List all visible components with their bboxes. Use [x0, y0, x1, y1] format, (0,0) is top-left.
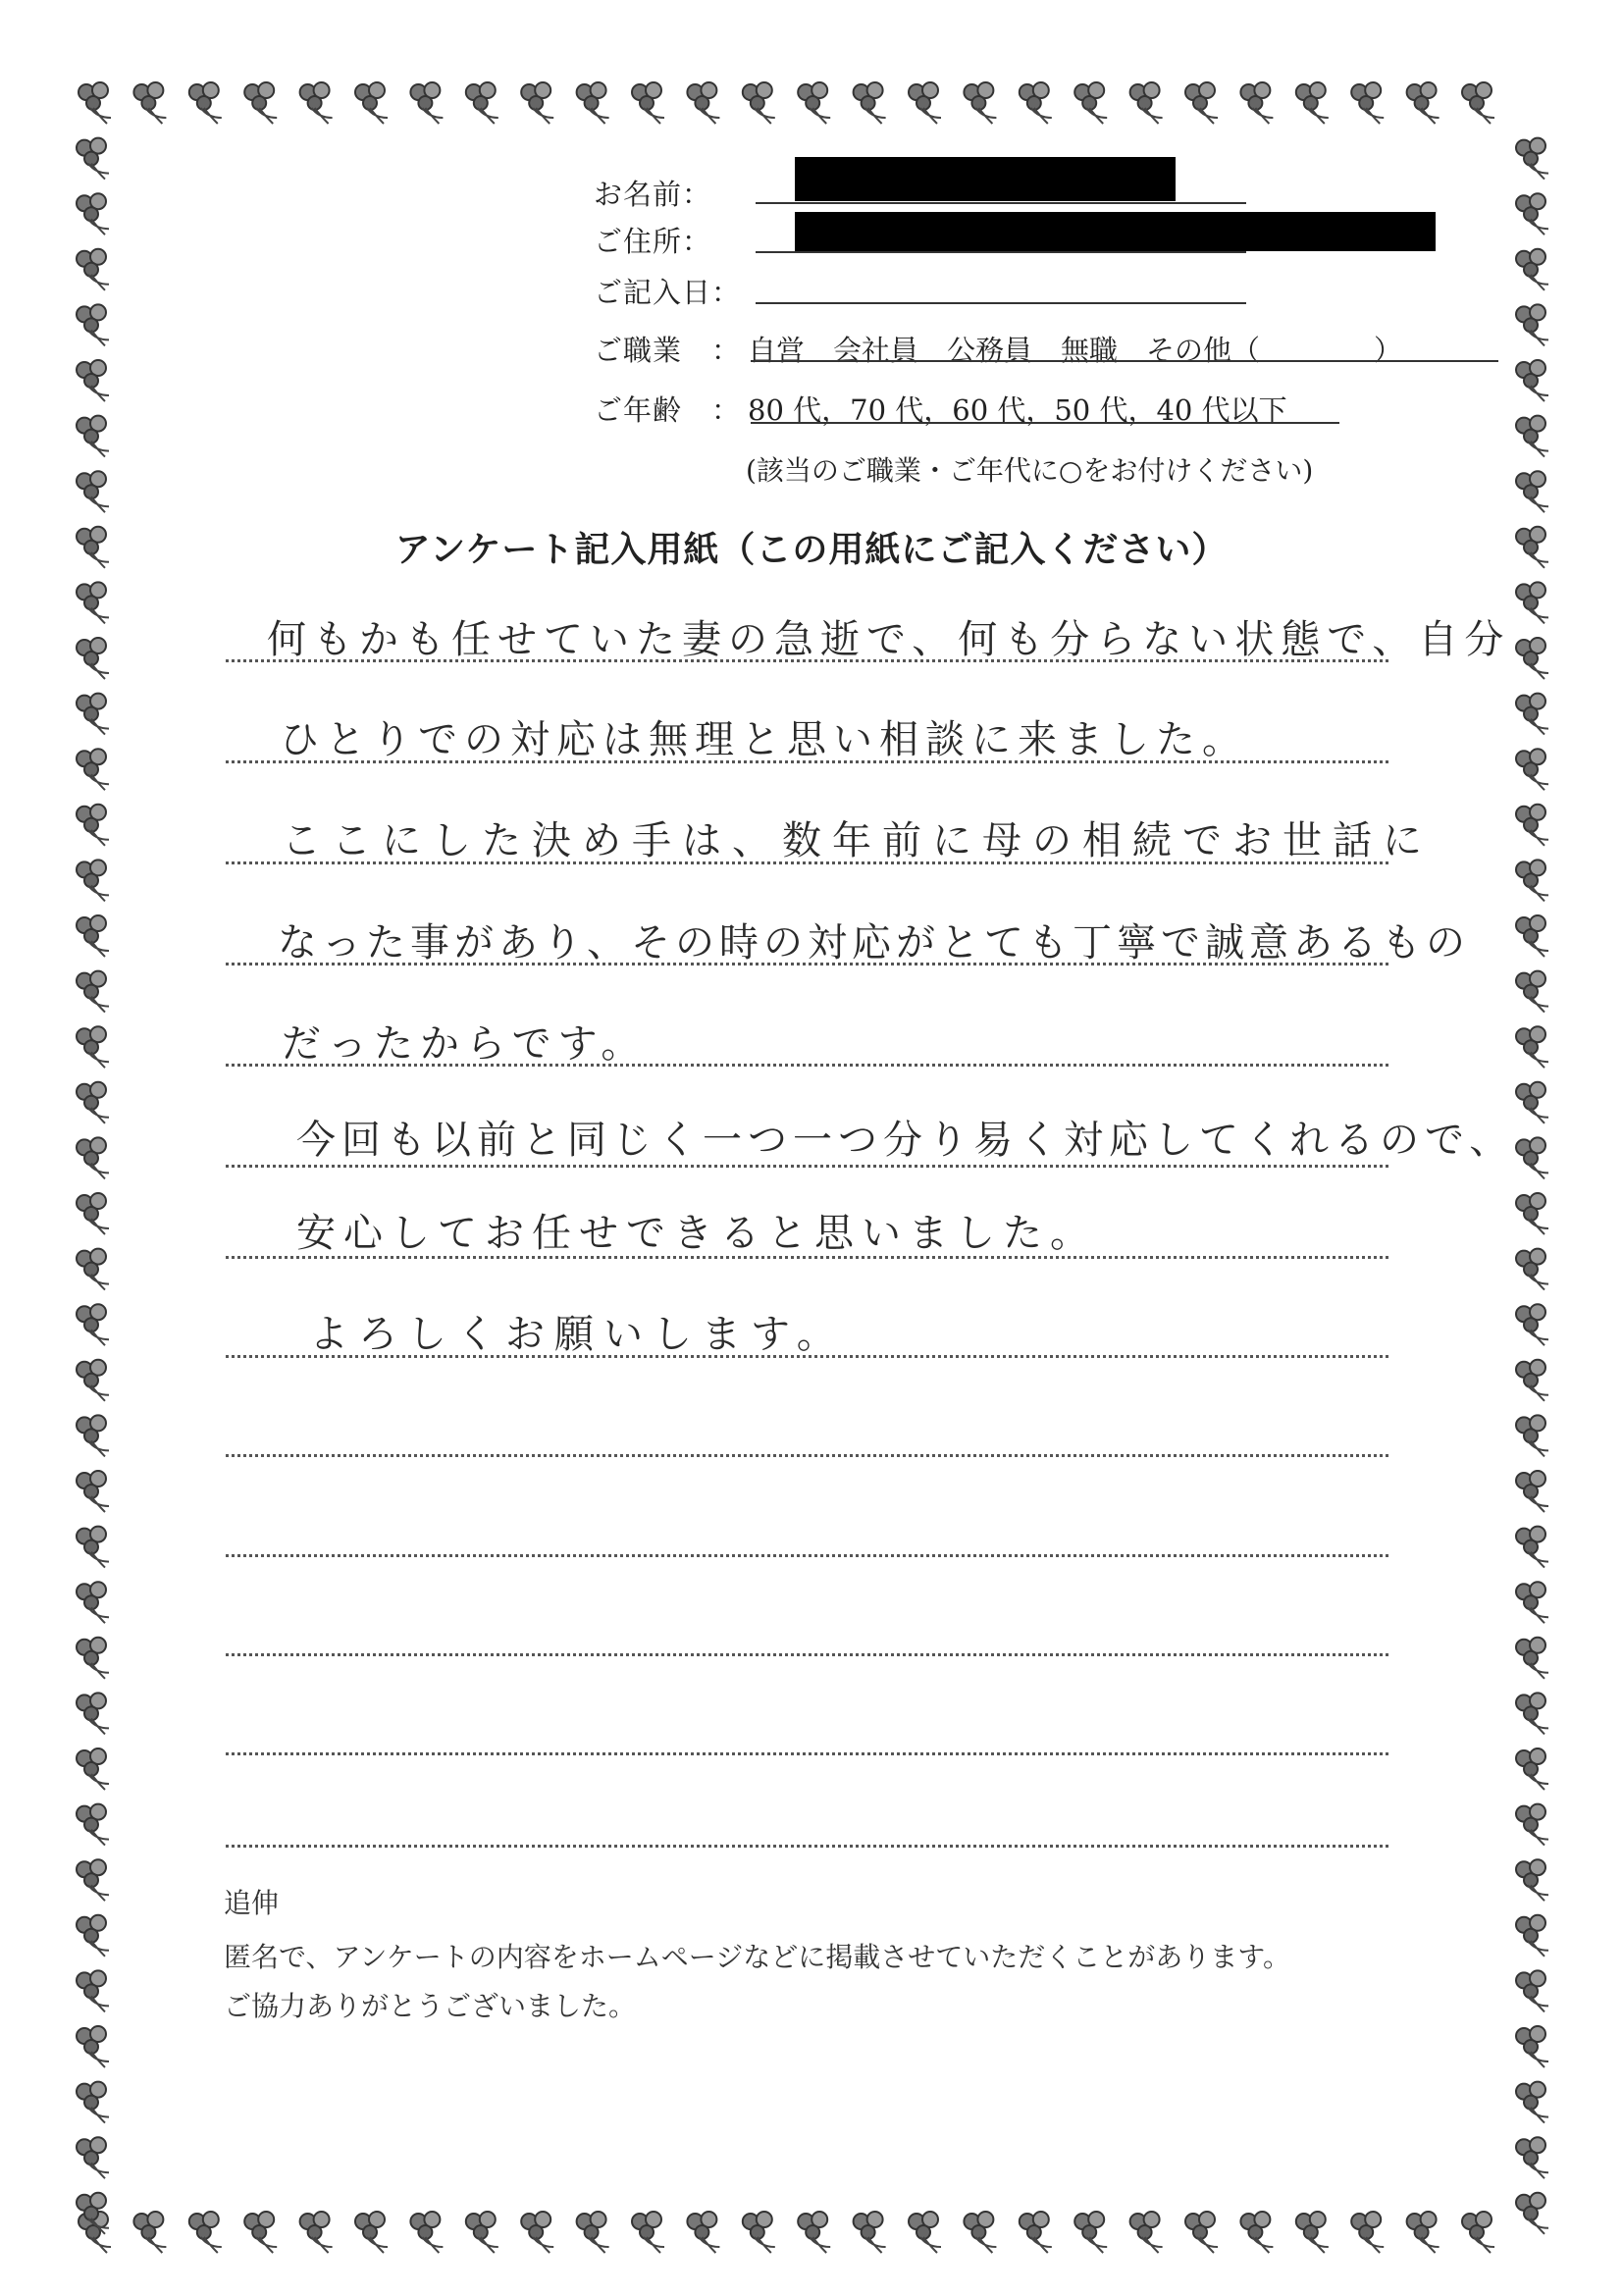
- balloon-icon: [77, 749, 109, 790]
- balloon-icon: [1296, 2212, 1329, 2253]
- balloon-icon: [1351, 2212, 1384, 2253]
- form-title: アンケート記入用紙（この用紙にご記入ください）: [394, 530, 1229, 570]
- balloon-icon: [1351, 82, 1384, 124]
- balloon-icon: [77, 1415, 109, 1456]
- balloon-icon: [410, 82, 443, 124]
- balloon-icon: [1516, 638, 1548, 679]
- balloon-icon: [1516, 1193, 1548, 1234]
- balloon-icon: [964, 82, 996, 124]
- balloon-icon: [1516, 860, 1548, 901]
- ruled-line: [226, 1165, 1388, 1168]
- balloon-icon: [77, 471, 109, 512]
- balloon-icon: [1516, 1471, 1548, 1512]
- balloon-icon: [1185, 82, 1218, 124]
- balloon-icon: [1516, 915, 1548, 957]
- balloon-icon: [466, 2212, 498, 2253]
- balloon-icon: [466, 82, 498, 124]
- balloon-icon: [77, 1970, 109, 2011]
- balloon-icon: [1516, 1582, 1548, 1623]
- balloon-icon: [1185, 2212, 1218, 2253]
- balloon-icon: [1462, 82, 1494, 124]
- balloon-icon: [1516, 1638, 1548, 1679]
- balloon-icon: [1516, 1804, 1548, 1846]
- balloon-icon: [300, 82, 333, 124]
- balloon-icon: [1516, 1137, 1548, 1178]
- answer-line-1: 何もかも任せていた妻の急逝で、何も分らない状態で、自分: [267, 617, 1511, 662]
- balloon-icon: [1516, 1693, 1548, 1734]
- balloon-icon: [743, 2212, 775, 2253]
- balloon-icon: [964, 2212, 996, 2253]
- answer-line-2: ひとりでの対応は無理と思い相談に来ました。: [280, 717, 1248, 762]
- balloon-icon: [410, 2212, 443, 2253]
- name-redaction: [795, 157, 1176, 201]
- balloon-icon: [77, 582, 109, 623]
- balloon-icon: [1516, 416, 1548, 457]
- balloon-icon: [577, 2212, 609, 2253]
- balloon-icon: [77, 915, 109, 957]
- balloon-icon: [1516, 971, 1548, 1013]
- balloon-icon: [77, 1915, 109, 1957]
- balloon-icon: [244, 2212, 277, 2253]
- balloon-icon: [77, 360, 109, 401]
- balloon-icon: [77, 638, 109, 679]
- balloon-icon: [798, 82, 830, 124]
- balloon-icon: [1516, 1915, 1548, 1957]
- balloon-icon: [1516, 1026, 1548, 1068]
- balloon-icon: [77, 1193, 109, 1234]
- balloon-icon: [1296, 82, 1329, 124]
- balloon-icon: [1407, 82, 1440, 124]
- balloon-icon: [577, 82, 609, 124]
- balloon-icon: [77, 694, 109, 735]
- balloon-icon: [77, 1582, 109, 1623]
- balloon-icon: [77, 249, 109, 290]
- age-label: ご年齢 ：: [594, 393, 742, 427]
- balloon-icon: [77, 2137, 109, 2178]
- balloon-icon: [1516, 1527, 1548, 1568]
- balloon-icon: [1516, 2082, 1548, 2123]
- balloon-icon: [77, 1693, 109, 1734]
- balloon-icon: [300, 2212, 333, 2253]
- answer-line-3: ここにした決め手は、数年前に母の相続でお世話に: [282, 818, 1433, 863]
- balloon-icon: [854, 82, 886, 124]
- balloon-icon: [77, 138, 109, 180]
- balloon-icon: [77, 1804, 109, 1846]
- balloon-icon: [1516, 749, 1548, 790]
- balloon-icon: [77, 416, 109, 457]
- balloon-icon: [77, 2082, 109, 2123]
- name-label: お名前：: [594, 178, 712, 211]
- answer-line-7: 安心してお任せできると思いました。: [296, 1211, 1097, 1256]
- ruled-line: [226, 1454, 1388, 1457]
- balloon-icon: [77, 304, 109, 345]
- balloon-icon: [1020, 2212, 1052, 2253]
- name-field: [756, 202, 1246, 204]
- balloon-icon: [77, 1304, 109, 1345]
- occupation-underline: [751, 360, 1498, 362]
- balloon-icon: [1516, 805, 1548, 846]
- balloon-icon: [854, 2212, 886, 2253]
- balloon-icon: [1516, 2137, 1548, 2178]
- balloon-icon: [189, 2212, 222, 2253]
- balloon-icon: [244, 82, 277, 124]
- occupation-label: ご職業 ：: [594, 334, 742, 367]
- address-redaction: [795, 212, 1436, 251]
- balloon-icon: [77, 1026, 109, 1068]
- postscript-line-2: ご協力ありがとうございました。: [224, 1990, 637, 2022]
- age-underline: [751, 422, 1339, 424]
- answer-line-6: 今回も以前と同じく一つ一つ分り易く対応してくれるので、: [296, 1118, 1515, 1163]
- balloon-icon: [1516, 1748, 1548, 1790]
- balloon-icon: [1516, 1249, 1548, 1290]
- balloon-icon: [133, 2212, 166, 2253]
- balloon-icon: [1130, 82, 1163, 124]
- balloon-icon: [77, 1748, 109, 1790]
- balloon-icon: [355, 2212, 388, 2253]
- balloon-icon: [1240, 82, 1273, 124]
- balloon-icon: [1516, 2193, 1548, 2234]
- postscript-heading: 追伸: [224, 1887, 280, 1919]
- balloon-icon: [1516, 582, 1548, 623]
- date-label: ご記入日：: [594, 276, 742, 309]
- balloon-icon: [1516, 694, 1548, 735]
- balloon-icon: [77, 1137, 109, 1178]
- balloon-icon: [77, 2026, 109, 2067]
- balloon-icon: [77, 1082, 109, 1123]
- ruled-line: [226, 1653, 1388, 1656]
- balloon-icon: [77, 1527, 109, 1568]
- balloon-icon: [687, 2212, 719, 2253]
- balloon-icon: [1516, 1415, 1548, 1456]
- balloon-icon: [1130, 2212, 1163, 2253]
- balloon-icon: [1516, 471, 1548, 512]
- balloon-icon: [1020, 82, 1052, 124]
- age-options: 80 代，70 代，60 代，50 代，40 代以下: [748, 393, 1287, 427]
- balloon-icon: [1516, 193, 1548, 235]
- balloon-icon: [77, 1859, 109, 1901]
- balloon-icon: [1407, 2212, 1440, 2253]
- balloon-icon: [909, 2212, 941, 2253]
- balloon-icon: [77, 1638, 109, 1679]
- date-field: [756, 302, 1246, 304]
- balloon-icon: [79, 82, 111, 124]
- ruled-line: [226, 1845, 1388, 1848]
- balloon-icon: [521, 2212, 553, 2253]
- balloon-icon: [355, 82, 388, 124]
- balloon-icon: [687, 82, 719, 124]
- balloon-icon: [1516, 1970, 1548, 2011]
- balloon-icon: [77, 860, 109, 901]
- balloon-icon: [133, 82, 166, 124]
- balloon-icon: [1516, 138, 1548, 180]
- balloon-icon: [77, 805, 109, 846]
- balloon-icon: [1516, 360, 1548, 401]
- instruction-note: (該当のご職業・ご年代に○をお付けください): [746, 454, 1314, 487]
- balloon-icon: [1516, 2026, 1548, 2067]
- balloon-icon: [1516, 304, 1548, 345]
- ruled-line: [226, 1554, 1388, 1557]
- balloon-icon: [798, 2212, 830, 2253]
- balloon-icon: [77, 1249, 109, 1290]
- balloon-icon: [1516, 1082, 1548, 1123]
- balloon-icon: [632, 82, 664, 124]
- balloon-icon: [1240, 2212, 1273, 2253]
- address-field: [756, 251, 1246, 253]
- balloon-icon: [77, 971, 109, 1013]
- balloon-icon: [1074, 2212, 1107, 2253]
- answer-line-4: なった事があり、その時の対応がとても丁寧で誠意あるもの: [278, 920, 1470, 965]
- occupation-options: 自営 会社員 公務員 無職 その他（ ）: [748, 334, 1403, 367]
- balloon-icon: [521, 82, 553, 124]
- balloon-icon: [1462, 2212, 1494, 2253]
- balloon-icon: [77, 1360, 109, 1401]
- balloon-icon: [1516, 1360, 1548, 1401]
- answer-line-5: だったからです。: [282, 1021, 648, 1067]
- ruled-line: [226, 1752, 1388, 1755]
- balloon-icon: [743, 82, 775, 124]
- answer-line-8: よろしくお願いします。: [309, 1312, 846, 1357]
- address-label: ご住所：: [594, 225, 712, 258]
- balloon-icon: [632, 2212, 664, 2253]
- balloon-icon: [909, 82, 941, 124]
- balloon-icon: [1516, 1859, 1548, 1901]
- balloon-icon: [77, 1471, 109, 1512]
- balloon-icon: [77, 193, 109, 235]
- balloon-icon: [189, 82, 222, 124]
- postscript-line-1: 匿名で、アンケートの内容をホームページなどに掲載させていただくことがあります。: [224, 1941, 1290, 1973]
- balloon-icon: [1074, 82, 1107, 124]
- balloon-icon: [1516, 249, 1548, 290]
- balloon-icon: [1516, 1304, 1548, 1345]
